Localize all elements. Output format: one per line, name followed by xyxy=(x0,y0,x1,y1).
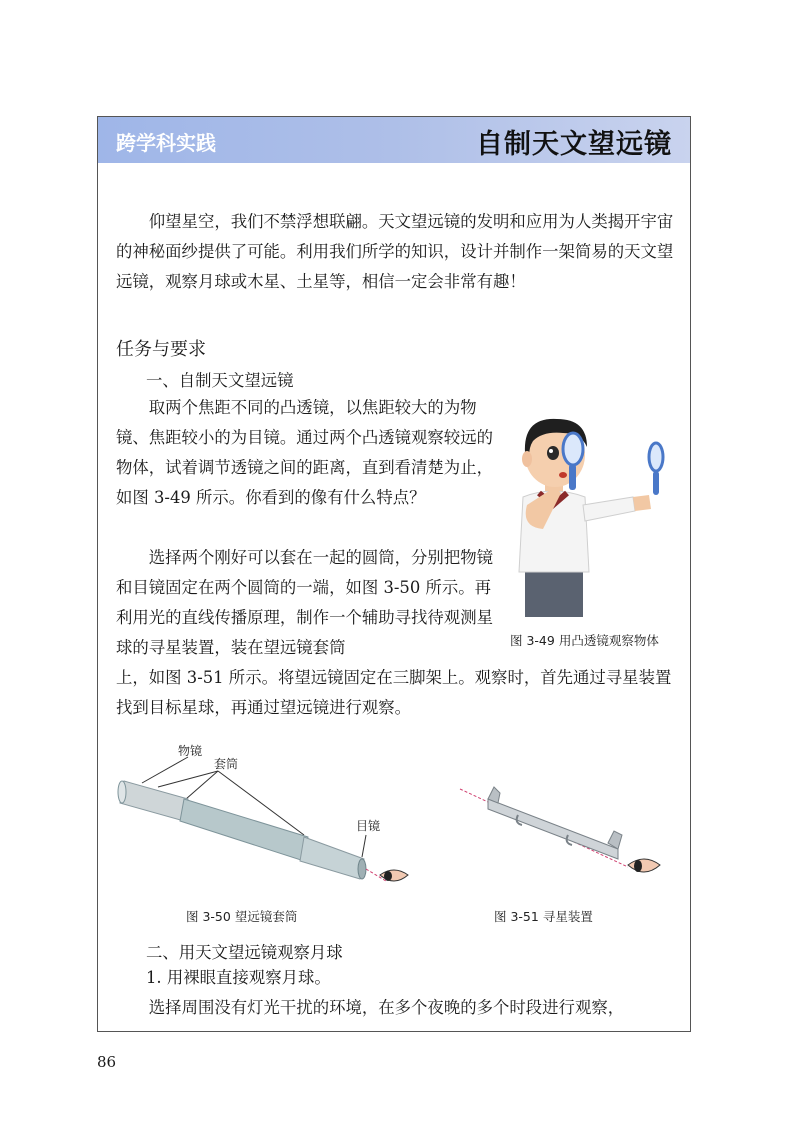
figure-3-50-caption: 图 3-50 望远镜套筒 xyxy=(186,909,298,924)
section-heading-tasks: 任务与要求 xyxy=(116,339,206,360)
figure-3-51-caption: 图 3-51 寻星装置 xyxy=(494,909,593,924)
boy-with-lenses-illustration xyxy=(503,397,678,617)
label-eyepiece: 目镜 xyxy=(356,819,381,833)
content-box xyxy=(97,116,691,1032)
page-title: 自制天文望远镜 xyxy=(476,129,672,160)
paragraph-tubes: 选择两个刚好可以套在一起的圆筒，分别把物镜和目镜固定在两个圆筒的一端，如图 3-50 所示。再利用光的直线传播原理，制作一个辅助寻找待观测星球的寻星装置，装在望远镜套筒 xyxy=(116,548,493,657)
intro-paragraph: 仰望星空，我们不禁浮想联翩。天文望远镜的发明和应用为人类揭开宇宙的神秘面纱提供了可能。利用我们所学的知识，设计并制作一架简易的天文望远镜，观察月球或木星、土星等，相信一定会非常有趣！ xyxy=(116,212,674,291)
subheading-make-telescope: 一、自制天文望远镜 xyxy=(146,371,294,390)
paragraph-tubes-continued: 上，如图 3-51 所示。将望远镜固定在三脚架上。观察时，首先通过寻星装置找到目标星球，再通过望远镜进行观察。 xyxy=(116,668,672,717)
category-label: 跨学科实践 xyxy=(116,131,216,155)
page-number: 86 xyxy=(97,1053,117,1071)
list-item-naked-eye: 1. 用裸眼直接观察月球。 xyxy=(146,968,331,987)
label-objective-lens: 物镜 xyxy=(178,744,203,758)
paragraph-lenses: 取两个焦距不同的凸透镜，以焦距较大的为物镜、焦距较小的为目镜。通过两个凸透镜观察较远的物体，试着调节透镜之间的距离，直到看清楚为止，如图 3-49 所示。你看到的像有什么特点？ xyxy=(116,398,493,507)
label-sleeve: 套筒 xyxy=(214,757,239,771)
figure-3-49-caption: 图 3-49 用凸透镜观察物体 xyxy=(510,633,659,648)
section-header xyxy=(98,117,690,163)
subheading-observe-moon: 二、用天文望远镜观察月球 xyxy=(146,943,343,962)
paragraph-environment: 选择周围没有灯光干扰的环境，在多个夜晚的多个时段进行观察， xyxy=(148,998,625,1017)
star-finder-illustration xyxy=(458,785,688,897)
